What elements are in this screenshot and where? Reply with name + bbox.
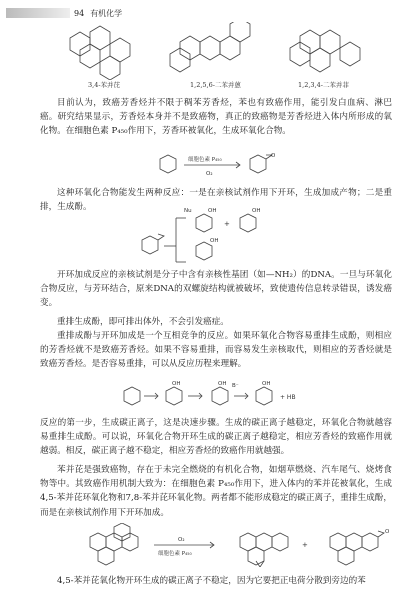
caption-benzopyrene: 3,4-苯并芘 [88,81,121,89]
reaction-benzopyrene-oxidation [80,523,400,567]
paragraph-6: 反应的第一步，生成碳正离子，这是决速步骤。生成的碳正离子越稳定，环氧化合物就越容易重排生成酚。可以说，环氧化合物开环生成的碳正离子越稳定，相应芳香烃的致癌作用就越弱。相反，碳正离子越不稳定，相应芳香烃的致癌作用就越强。 [40,418,392,457]
page-header [6,6,408,20]
phenol-ring-a [240,214,256,232]
r2-nucleophile: Nu [184,208,192,214]
dibenzophenanthrene-structure [290,30,360,72]
r2-hydroxyl-b: OH [252,208,261,214]
r4-epoxide-oxygen: O [385,529,390,535]
reaction-benzene-oxidation [150,151,280,183]
reaction-rearrangement-mechanism [120,381,320,413]
benzopyrene-structure [70,26,130,80]
phenol-ring-b [196,242,212,260]
figure-polycyclic-aromatics [60,22,380,80]
paragraph-2: 这种环氧化合物能发生两种反应：一是在亲核试剂作用下开环，生成加成产物；二是重排，生成酚。 [40,188,392,213]
r2-hydroxyl-a: OH [208,208,217,214]
benzene-ring [160,155,176,173]
epoxide-ring [250,155,266,173]
r2-plus: + [224,220,230,228]
r3-base: B⁻ [232,383,239,389]
r4-oxygen: O₂ [178,537,185,543]
caption-dibenzophenanthrene: 1,2,3,4-二苯并菲 [298,81,349,89]
r1-catalyst: 细胞色素 P₄₅₀ [188,157,222,163]
r2-hydroxyl-c: OH [210,238,219,244]
benzopyrene-45-epoxide [240,533,288,567]
page-number: 94 [74,8,85,18]
reaction-two-pathways [138,202,288,266]
r3-hydroxyl-a: OH [172,381,181,387]
r4-plus: + [302,541,308,549]
benzopyrene-reactant [90,523,138,565]
r1-oxygen: O₂ [206,171,213,177]
dibenzanthracene-structure [170,22,250,72]
r3-hb-product: + HB [280,394,296,401]
header-strip [6,8,70,18]
paragraph-4: 重排生成酚，即可排出体外，不会引发癌症。 [57,317,229,327]
adduct-ring [196,214,212,232]
r3-hydroxyl-c: OH [262,381,271,387]
r3-hydroxyl-b: OH [218,381,227,387]
caption-dibenzanthracene: 1,2,5,6-二苯并蒽 [190,81,241,89]
paragraph-1: 目前认为，致癌芳香烃并不限于稠苯芳香烃，苯也有致癌作用，能引发白血病、淋巴癌。研究结果显示，芳香烃本身并不是致癌物，真正的致癌物是芳香烃进入体内所形成的氧化物。在细胞色素 P₄₅₀作用下，芳香环被氧化，生成环氧化合物。 [40,98,392,137]
paragraph-3: 开环加成反应的亲核试剂是分子中含有亲核性基团（如—NH₂）的DNA。一旦与环氧化合物反应，与芳环结合，原来DNA的双螺旋结构就被破坏，致使遗传信息转录错误，诱发癌变。 [40,270,392,309]
paragraph-8: 4,5-苯并芘氧化物开环生成的碳正离子不稳定，因为它要把正电荷分散到旁边的苯 [57,576,366,586]
paragraph-5: 重排成酚与开环加成是一个互相竞争的反应。如果环氧化合物容易重排生成酚，则相应的芳香烃就不是致癌芳香烃。如果不容易重排，而容易发生亲核取代，则相应的芳香烃就是致癌芳香烃。是否容易重排，可以从反应历程来理解。 [40,331,392,370]
r1-product-oxygen: O [271,153,276,159]
paragraph-7: 苯并芘是强致癌物，存在于未完全燃烧的有机化合物，如烟草燃烧、汽车尾气、烧烤食物等中。其致癌作用机制大致为：在细胞色素 P₄₅₀作用下，进入体内的苯并芘被氧化，生成4,5-苯并芘环氧化物和7,8-苯并芘环氧化物。两者都不能形成稳定的碳正离子，重排生成酚，而是在亲核试剂作用下开环加成。 [40,465,392,518]
r4-catalyst: 细胞色素 P₄₅₀ [158,551,192,557]
benzopyrene-78-epoxide [330,531,384,565]
book-title: 有机化学 [90,8,123,18]
